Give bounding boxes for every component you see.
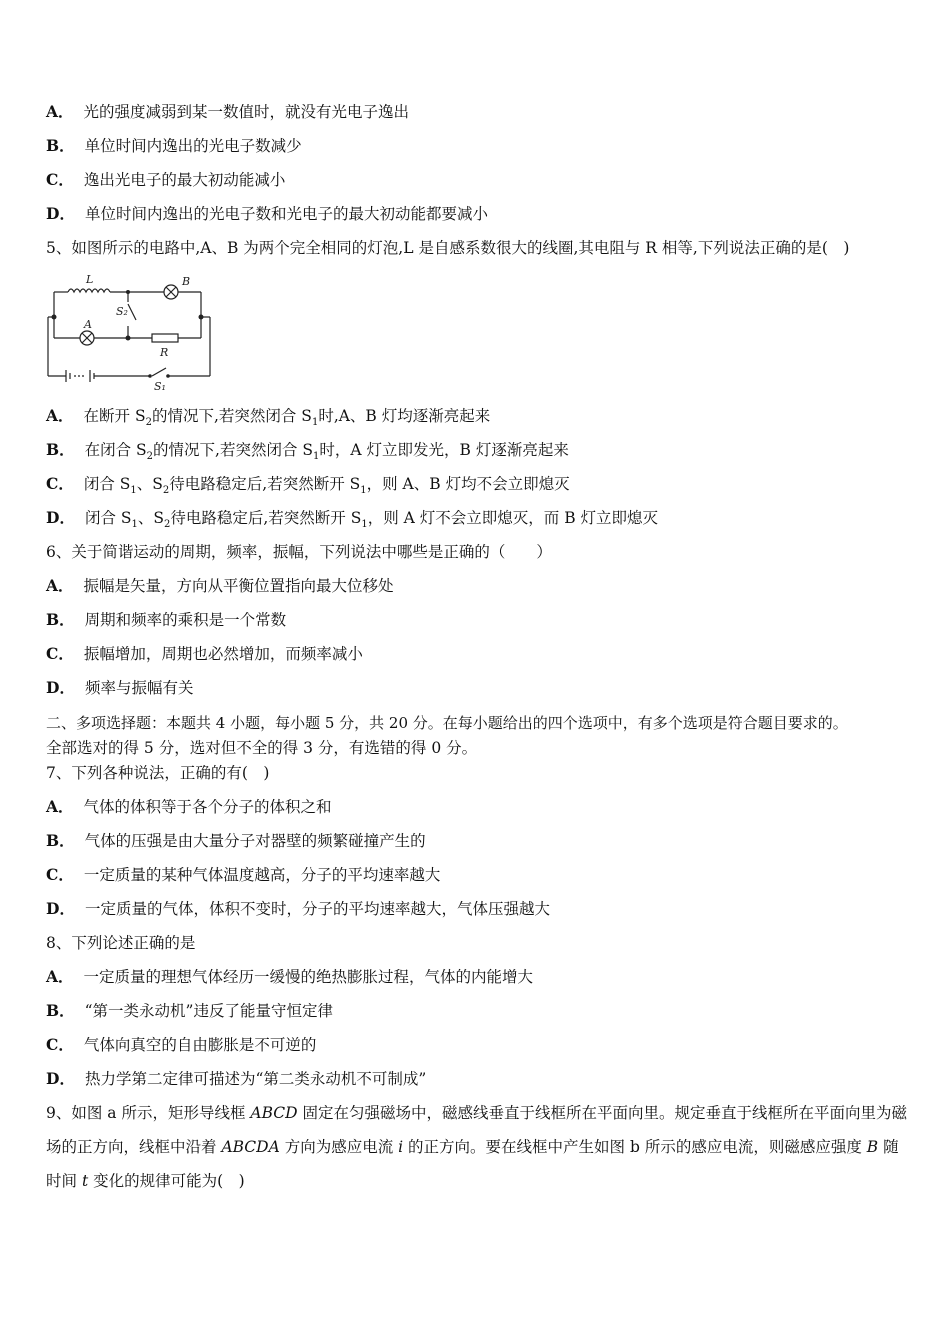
q6-option-a: A． 振幅是矢量，方向从平衡位置指向最大位移处 [46, 576, 394, 595]
q8-stem: 8、下列论述正确的是 [46, 934, 196, 952]
q5-option-c: C． 闭合 $S_1$、$S_2$待电路稳定后,若突然断开 $S_1$，则 A、B 灯均不会立即熄灭 [46, 474, 570, 497]
q7-stem: 7、下列各种说法，正确的有( ) [46, 764, 270, 782]
q5-option-d: D． 闭合 $S_1$、$S_2$待电路稳定后,若突然断开 $S_1$，则 A 灯不会立即熄灭，而 B 灯立即熄灭 [46, 508, 659, 531]
switch-s2 [128, 304, 136, 320]
q4-option-c: C． 逸出光电子的最大初动能减小 [46, 170, 286, 189]
label-s2: S₂ [116, 305, 128, 318]
section2-line2: 全部选对的得 5 分，选对但不全的得 3 分，有选错的得 0 分。 [46, 739, 478, 757]
q9-stem: 9、如图 a 所示，矩形导线框 ABCD 固定在匀强磁场中，磁感线垂直于线框所在平面向里。规定垂直于线框所在平面向里为磁场的正方向，线框中沿着 ABCDA 方向为感应电流 i 的正方向。要在线框中产生如图 b 所示的感应电流，则磁感应强度 B 随时间 t 变化的规律可能为( ) [46, 1104, 907, 1190]
q4-option-b: B． 单位时间内逸出的光电子数减少 [46, 136, 302, 155]
q8-option-d: D． 热力学第二定律可描述为“第二类永动机不可制成” [46, 1069, 427, 1088]
q5-stem: 5、如图所示的电路中,A、B 为两个完全相同的灯泡,L 是自感系数很大的线圈,其电阻与 R 相等,下列说法正确的是( ) [46, 239, 850, 257]
q7-option-d: D． 一定质量的气体，体积不变时，分子的平均速率越大，气体压强越大 [46, 899, 550, 918]
label-b: B [182, 275, 191, 288]
label-a: A [84, 318, 92, 331]
q6-stem: 6、关于简谐运动的周期，频率，振幅，下列说法中哪些是正确的（ ） [46, 543, 552, 561]
q8-option-b: B． “第一类永动机”违反了能量守恒定律 [46, 1001, 333, 1020]
q8-option-c: C． 气体向真空的自由膨胀是不可逆的 [46, 1035, 317, 1054]
q8-option-a: A． 一定质量的理想气体经历一缓慢的绝热膨胀过程，气体的内能增大 [46, 967, 534, 986]
switch-s1 [152, 368, 166, 376]
inductor-coil [68, 289, 110, 292]
q4-option-d: D． 单位时间内逸出的光电子数和光电子的最大初动能都要减小 [46, 204, 488, 223]
label-l: L [86, 273, 94, 286]
q5-option-a: A． 在断开 $S_2$的情况下,若突然闭合 $S_1$时,A、B 灯均逐渐亮起来 [46, 406, 491, 429]
q4-option-a: A． 光的强度减弱到某一数值时，就没有光电子逸出 [46, 102, 410, 121]
label-r: R [160, 346, 169, 359]
section2-line1: 二、多项选择题：本题共 4 小题，每小题 5 分，共 20 分。在每小题给出的四个选项中，有多个选项是符合题目要求的。 [46, 714, 848, 732]
resistor-r [152, 334, 178, 342]
q5-option-b: B． 在闭合 $S_2$的情况下,若突然闭合 $S_1$时，A 灯立即发光，B 灯逐渐亮起来 [46, 440, 569, 463]
label-s1: S₁ [154, 380, 166, 393]
q6-option-d: D． 频率与振幅有关 [46, 678, 194, 697]
q7-option-a: A． 气体的体积等于各个分子的体积之和 [46, 797, 332, 816]
q6-option-c: C． 振幅增加，周期也必然增加，而频率减小 [46, 644, 363, 663]
q6-option-b: B． 周期和频率的乘积是一个常数 [46, 610, 287, 629]
q7-option-b: B． 气体的压强是由大量分子对器壁的频繁碰撞产生的 [46, 831, 426, 850]
q7-option-c: C． 一定质量的某种气体温度越高，分子的平均速率越大 [46, 865, 441, 884]
circuit-diagram [40, 270, 220, 395]
